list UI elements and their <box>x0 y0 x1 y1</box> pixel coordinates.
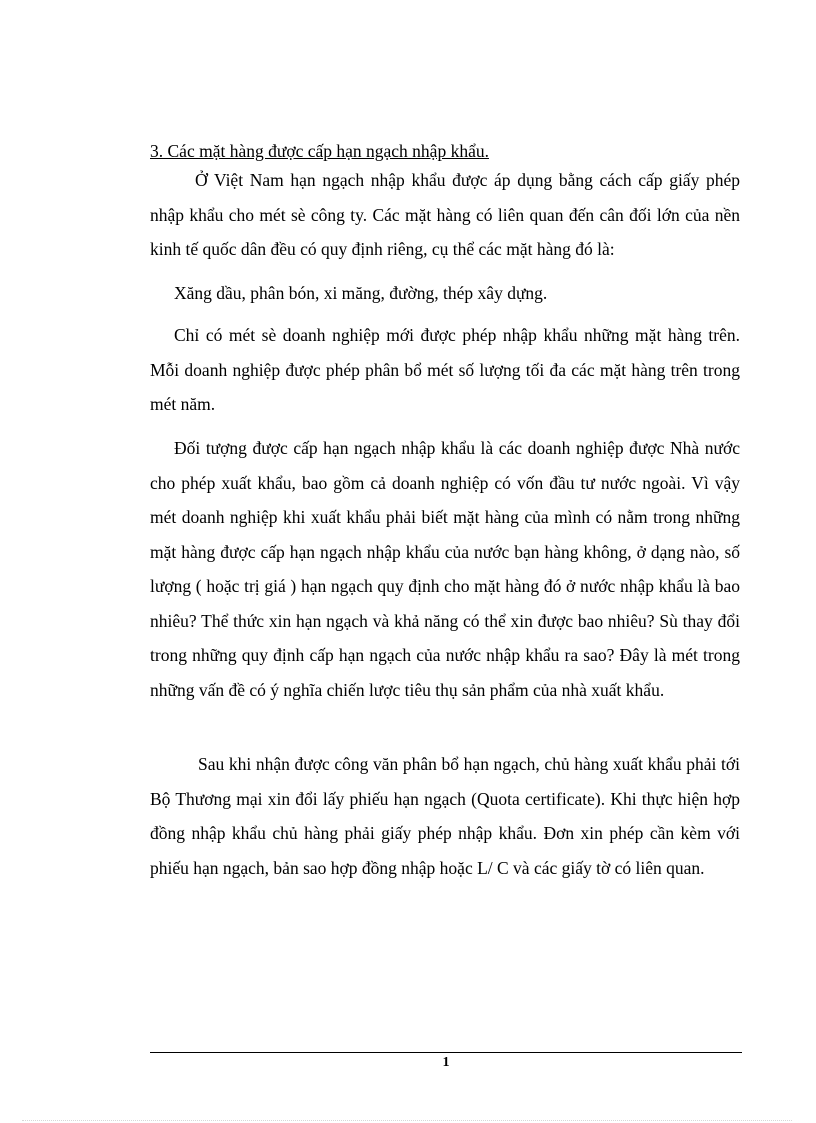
paragraph-quota-recipients: Đối tượng được cấp hạn ngạch nhập khẩu là các doanh nghiệp được Nhà nước cho phép xuất khẩu, bao gồm cả doanh nghiệp có vốn đầu tư nước ngoài. Vì vậy mét doanh nghiệp khi xuất khẩu phải biết mặt hàng của mình có nằm trong những mặt hàng được cấp hạn ngạch nhập khẩu của nước bạn hàng không, ở dạng nào, số lượng ( hoặc trị giá ) hạn ngạch quy định cho mặt hàng đó ở nước nhập khẩu là bao nhiêu? Thể thức xin hạn ngạch và khả năng có thể xin được bao nhiêu? Sù thay đổi trong những quy định cấp hạn ngạch của nước nhập khẩu ra sao? Đây là mét trong những vấn đề có ý nghĩa chiến lược tiêu thụ sản phẩm của nhà xuất khẩu. <box>150 438 740 700</box>
paragraph-intro: Ở Việt Nam hạn ngạch nhập khẩu được áp dụng bằng cách cấp giấy phép nhập khẩu cho mét sè công ty. Các mặt hàng có liên quan đến cân đối lớn của nền kinh tế quốc dân đều có quy định riêng, cụ thể các mặt hàng đó là: <box>150 170 740 259</box>
page-bottom-dotted-border <box>22 1120 792 1121</box>
paragraph-goods-list: Xăng dầu, phân bón, xi măng, đường, thép xây dựng. <box>174 283 548 303</box>
section-heading: 3. Các mặt hàng được cấp hạn ngạch nhập khẩu. <box>150 141 489 161</box>
paragraph-eligible-enterprises: Chỉ có mét sè doanh nghiệp mới được phép nhập khẩu những mặt hàng trên. Mỗi doanh nghiệp được phép phân bổ mét số lượng tối đa các mặt hàng trên trong mét năm. <box>150 325 740 414</box>
paragraph-quota-procedure: Sau khi nhận được công văn phân bổ hạn ngạch, chủ hàng xuất khẩu phải tới Bộ Thương mại xin đổi lấy phiếu hạn ngạch (Quota certificate). Khi thực hiện hợp đồng nhập khẩu chủ hàng phải giấy phép nhập khẩu. Đơn xin phép cần kèm với phiếu hạn ngạch, bản sao hợp đồng nhập hoặc L/ C và các giấy tờ có liên quan. <box>150 754 740 878</box>
footer-divider <box>150 1052 742 1053</box>
page-number: 1 <box>442 1055 450 1070</box>
